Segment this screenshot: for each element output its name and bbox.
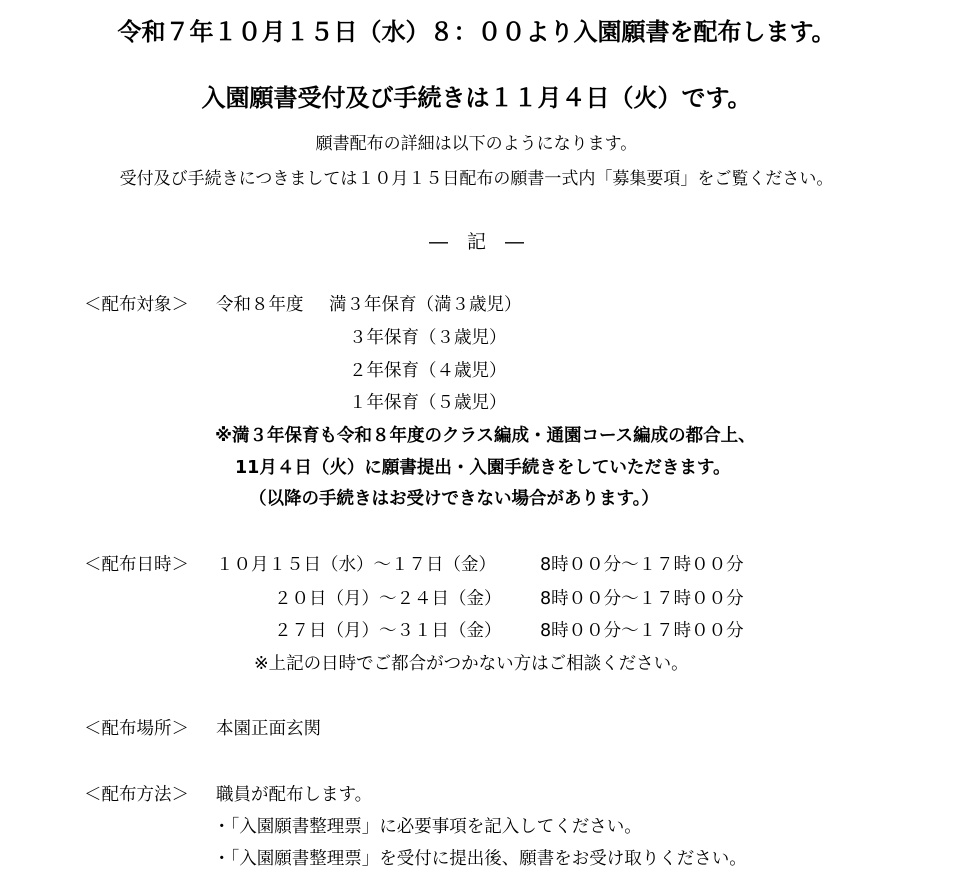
target-note: 11月４日（火）に願書提出・入園手続きをしていただきます。 <box>235 458 731 478</box>
place-value: 本園正面玄関 <box>216 719 321 739</box>
heading-deadline: 入園願書受付及び手続きは１１月４日（火）です。 <box>201 84 752 112</box>
intro-line-2: 受付及び手続きにつきましては１０月１５日配布の願書一式内「募集要項」をご覧ください。 <box>119 169 834 189</box>
target-item: ２年保育（４歳児） <box>349 361 507 381</box>
target-item: 満３年保育（満３歳児） <box>329 295 522 315</box>
method-bullet: ・「入園願書整理票」に必要事項を記入してください。 <box>213 817 642 837</box>
target-item: ３年保育（３歳児） <box>349 328 507 348</box>
method-label: ＜配布方法＞ <box>84 785 189 805</box>
target-note: （以降の手続きはお受けできない場合があります。） <box>249 489 659 509</box>
schedule-label: ＜配布日時＞ <box>84 555 189 575</box>
method-bullet: ・「入園願書整理票」を受付に提出後、願書をお受け取りください。 <box>213 849 747 869</box>
method-value: 職員が配布します。 <box>216 785 373 805</box>
target-label: ＜配布対象＞ <box>84 295 189 315</box>
schedule-time: 8時００分～１７時００分 <box>540 589 744 609</box>
ki-heading: ― 記 ― <box>428 231 524 253</box>
schedule-time: 8時００分～１７時００分 <box>540 621 744 641</box>
target-year: 令和８年度 <box>216 295 304 315</box>
schedule-note: ※上記の日時でご都合がつかない方はご相談ください。 <box>254 654 689 674</box>
intro-line-1: 願書配布の詳細は以下のようになります。 <box>315 134 638 154</box>
schedule-dates: １０月１５日（水）～１７日（金） <box>216 555 496 575</box>
target-item: １年保育（５歳児） <box>349 393 507 413</box>
target-note: ※満３年保育も令和８年度のクラス編成・通園コース編成の都合上、 <box>215 426 756 446</box>
heading-distribution: 令和７年１０月１５日（水）８：００より入園願書を配布します。 <box>117 18 836 46</box>
schedule-dates: ２７日（月）～３１日（金） <box>274 621 502 641</box>
schedule-time: 8時００分～１７時００分 <box>540 555 744 575</box>
schedule-dates: ２０日（月）～２４日（金） <box>274 589 502 609</box>
place-label: ＜配布場所＞ <box>84 719 189 739</box>
